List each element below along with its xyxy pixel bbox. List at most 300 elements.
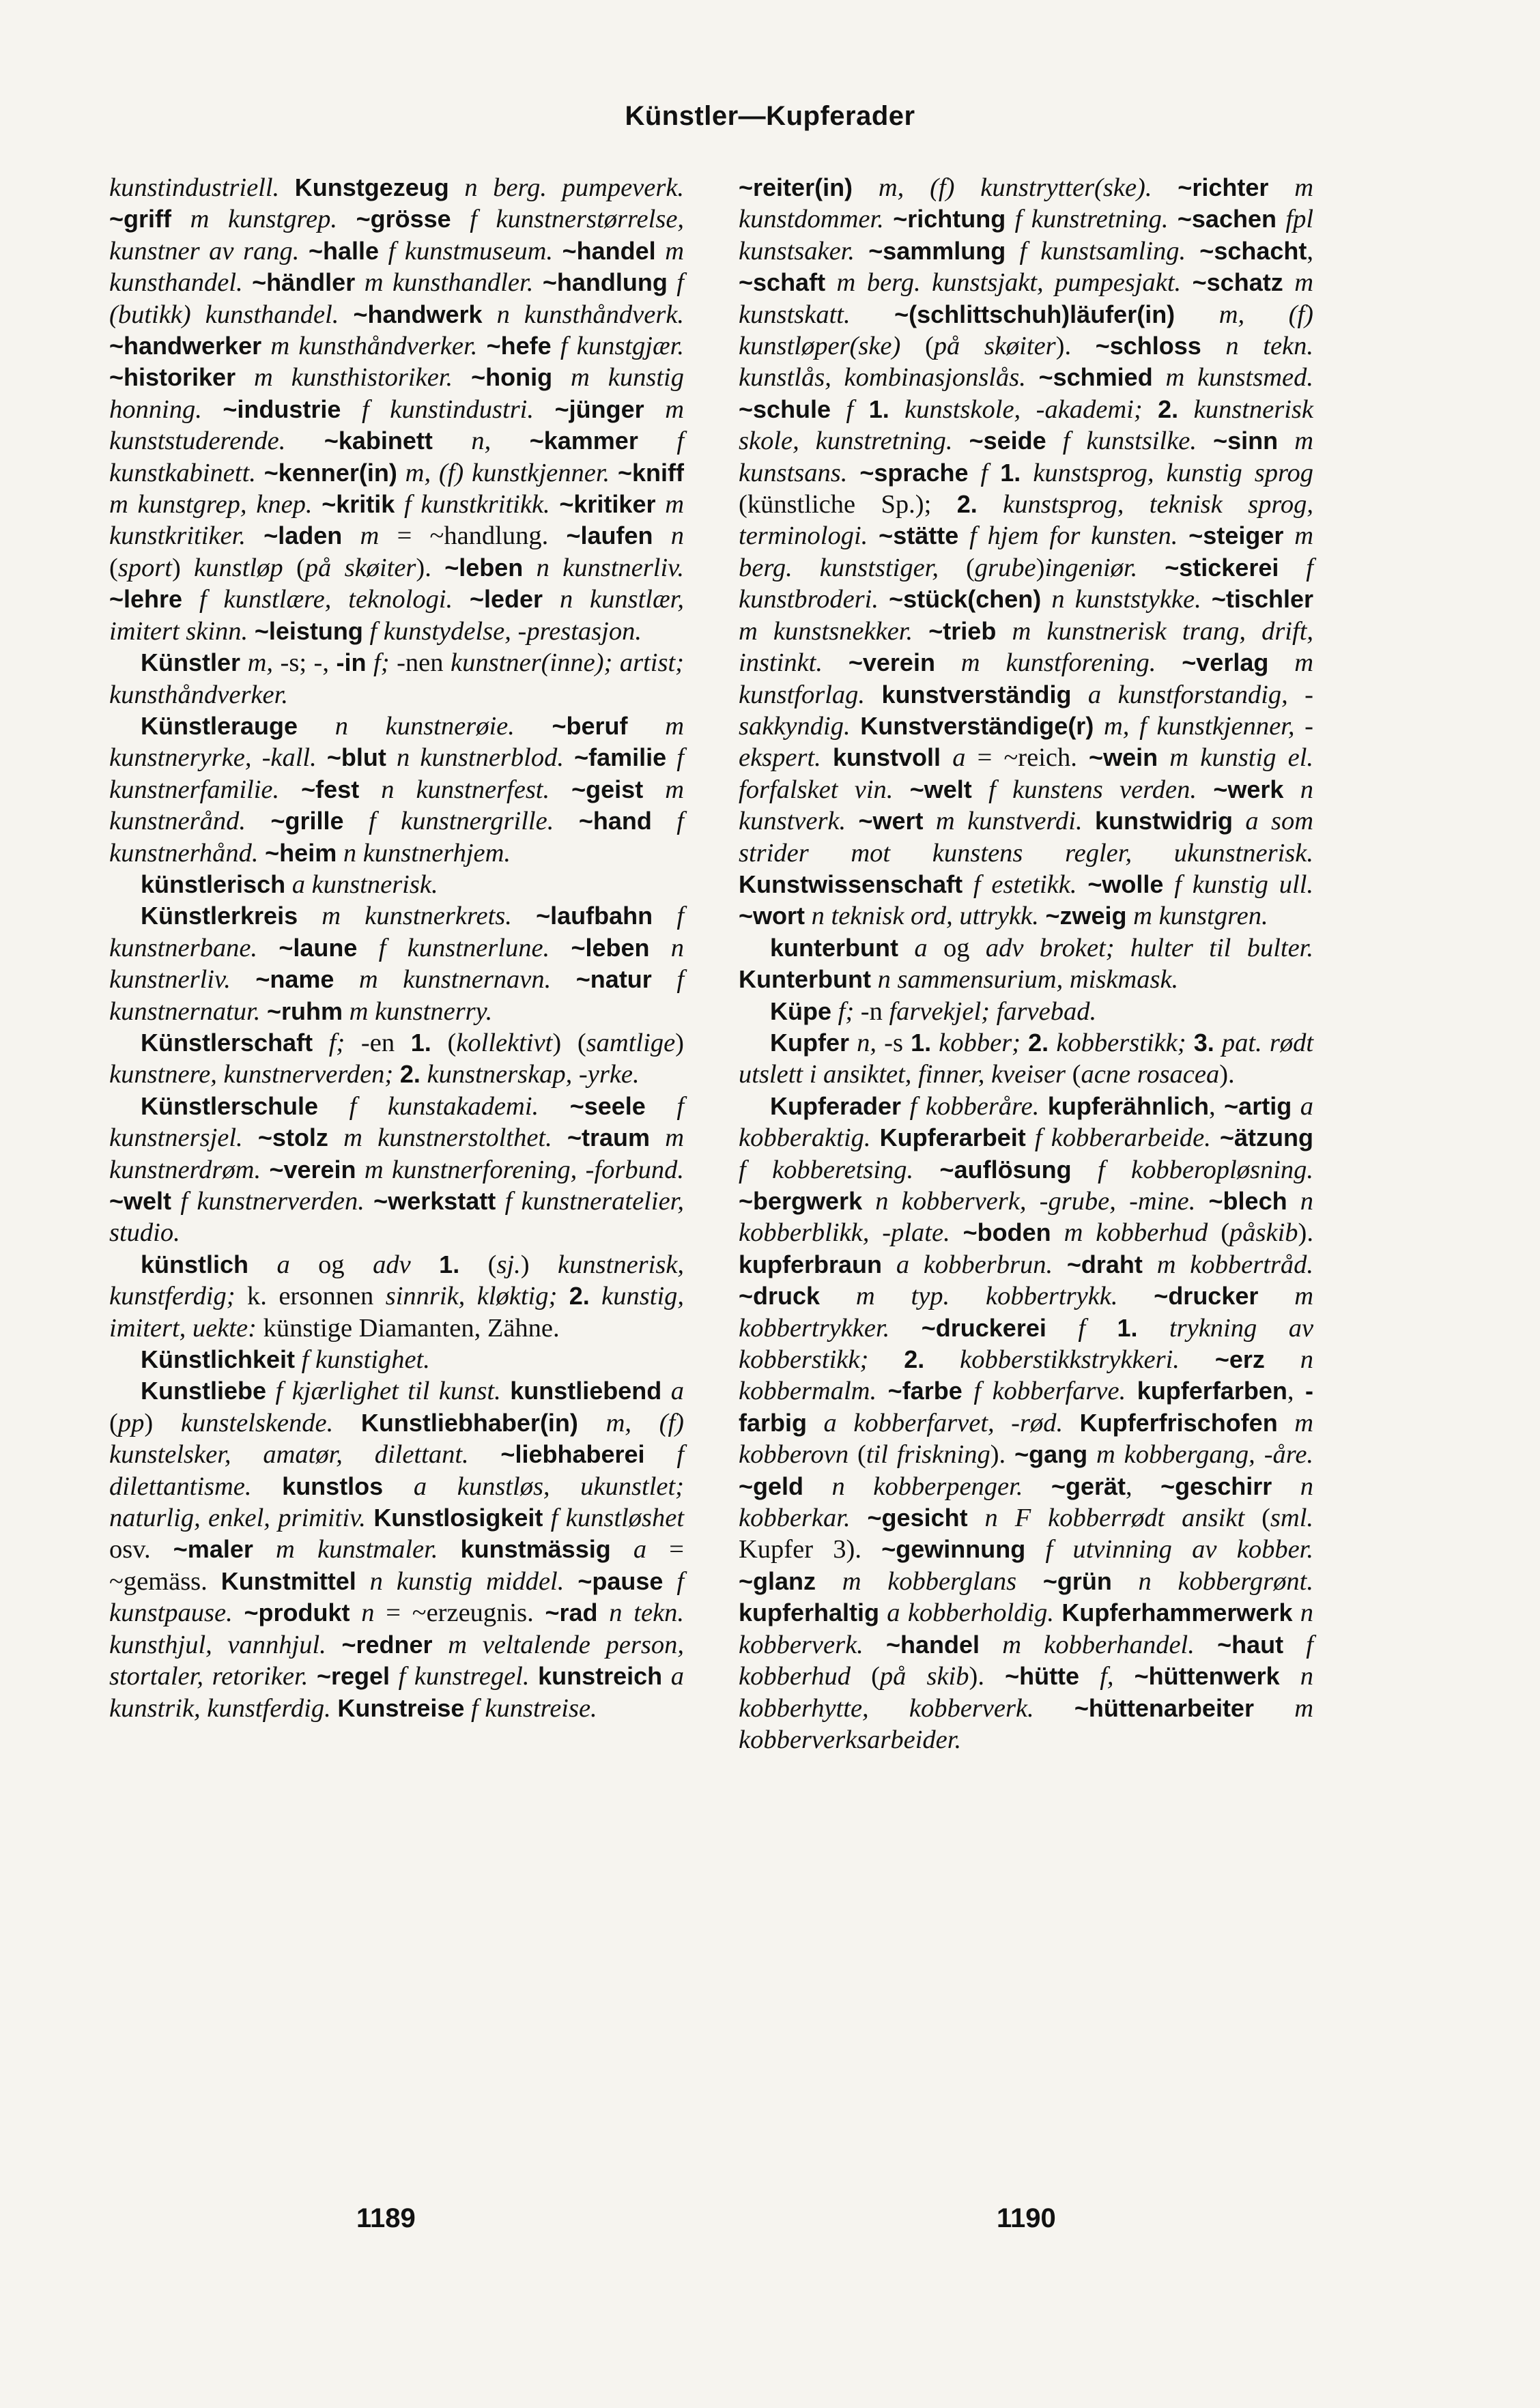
entry-text [1114, 1662, 1135, 1691]
entry-text: = ~reich. [965, 743, 1089, 773]
headword: ~sachen [1177, 205, 1277, 233]
translation: n kunststykke. [1051, 585, 1201, 614]
headword: Kunstlosigkeit [373, 1504, 543, 1532]
headword: ~draht [1066, 1250, 1143, 1278]
translation: pp [117, 1408, 145, 1437]
entry-text [552, 1123, 567, 1152]
entry-text [913, 617, 928, 646]
entry-text [935, 648, 961, 677]
entry-text: ( [109, 1408, 118, 1437]
translation: kunstnerisk skole, kunstretning. [739, 395, 1313, 456]
entry-text [962, 870, 973, 899]
entry-text: -en [345, 1028, 411, 1057]
entry-text: -s [876, 1028, 911, 1057]
headword: ~sinn [1213, 427, 1279, 455]
translation: på skøiter [304, 553, 416, 582]
entry-text: ( [109, 553, 118, 582]
headword: ~boden [962, 1218, 1051, 1247]
translation: f kunstnerbane. [109, 902, 685, 962]
headword: ~schaft [739, 268, 826, 297]
entry-text [1277, 205, 1285, 233]
headword: ~werk [1213, 775, 1284, 803]
entry-text [491, 427, 529, 455]
entry-text [464, 1694, 471, 1723]
entry-text [650, 1123, 665, 1152]
headword: ~druck [739, 1282, 821, 1310]
translation: m, f kunstkjenner, -ekspert. [739, 711, 1314, 773]
headword: Küpe [770, 997, 831, 1025]
entry-text: og [289, 1250, 373, 1279]
entry-text [350, 1599, 362, 1627]
translation: kunstnere, kunstnerverden; [109, 1060, 394, 1089]
entry-text [853, 173, 879, 202]
entry-text [390, 1662, 399, 1691]
headword: Künstler [141, 648, 241, 677]
entry-text [1143, 1250, 1157, 1279]
translation: n kunsthåndverk. [496, 300, 685, 329]
entry-text [246, 521, 263, 550]
entry-text [1152, 173, 1178, 202]
headword: ~grösse [356, 205, 451, 233]
translation: a [633, 1535, 647, 1564]
entry-text [831, 395, 846, 424]
headword: Kupferfrischofen [1079, 1408, 1278, 1437]
translation: a [952, 743, 966, 773]
dictionary-entry [739, 1091, 1313, 1756]
entry-text: ). [969, 1662, 1006, 1691]
entry-text [1087, 1440, 1096, 1469]
entry-text [550, 934, 571, 962]
translation: m kunstforlag. [739, 648, 1314, 709]
entry-text [1023, 934, 1039, 962]
entry-text [1283, 268, 1294, 297]
entry-text [334, 965, 359, 994]
entry-text [550, 775, 571, 804]
entry-text [1197, 775, 1213, 804]
headword: 2. [956, 490, 978, 519]
entry-text [807, 1409, 824, 1437]
entry-text [554, 807, 578, 835]
entry-text [308, 1662, 317, 1691]
entry-text [1268, 173, 1294, 202]
translation: m kunstsans. [739, 427, 1314, 487]
headword: ~kabinett [324, 427, 433, 455]
headword: ~leder [470, 585, 543, 614]
translation: m kobberovn [739, 1408, 1314, 1470]
entry-text [393, 1060, 400, 1089]
entry-text: ) [144, 1408, 181, 1437]
entry-text [823, 648, 849, 677]
headword: ~grille [270, 807, 344, 835]
entry-text [1214, 1029, 1222, 1057]
translation: a kunstforstandig, -sakkyndig. [739, 680, 1313, 741]
headword: ~trieb [928, 616, 997, 645]
dictionary-entry [109, 1027, 684, 1091]
headword: künstlich [141, 1250, 249, 1278]
headword: kunstvoll [832, 743, 941, 772]
translation: m kunstnerstolthet. [343, 1123, 552, 1153]
entry-text [821, 743, 833, 772]
entry-text [1175, 300, 1219, 329]
translation: m kunsthandel. [109, 236, 685, 298]
entry-text [1083, 807, 1095, 835]
entry-text [889, 395, 904, 424]
entry-text [285, 427, 324, 455]
translation: n kobberhytte, kobberverk. [739, 1662, 1314, 1723]
entry-text: Kupfer 3). [739, 1535, 882, 1564]
entry-text [1186, 1029, 1194, 1057]
entry-text [1195, 1631, 1217, 1659]
entry-text [298, 712, 335, 741]
entry-text [868, 521, 879, 550]
entry-text [279, 775, 301, 804]
translation: n tekn. kunstlås, kombinasjonslås. [739, 332, 1314, 392]
entry-text [646, 1092, 677, 1121]
entry-text [1233, 807, 1245, 835]
entry-text [855, 237, 868, 266]
entry-text [451, 205, 470, 233]
entry-text: ). [990, 1440, 1015, 1470]
entry-text: ). [1298, 1218, 1313, 1248]
translation: n kunstnerliv. [536, 553, 684, 582]
translation: m kobberglans [842, 1566, 1017, 1596]
translation: f [980, 458, 988, 487]
translation: m berg. kunststiger, [739, 521, 1314, 582]
entry-text: ) [520, 1250, 558, 1279]
headword: ~artig [1224, 1091, 1292, 1120]
entry-text [331, 1694, 338, 1723]
headword: Kupferhammerwerk [1061, 1599, 1293, 1627]
entry-text: ( [850, 1662, 880, 1691]
entry-text [950, 1218, 963, 1247]
translation: m kunstnerkrets. [322, 902, 512, 931]
entry-text [1026, 363, 1039, 392]
entry-text [590, 1282, 601, 1310]
entry-text [1016, 1567, 1043, 1596]
entry-text [328, 1123, 343, 1152]
entry-text: , [1307, 236, 1313, 266]
translation: f kobberetsing. [739, 1155, 914, 1184]
translation: m kunststuderende. [109, 395, 685, 456]
entry-text [849, 1029, 857, 1057]
headword: ~pause [578, 1566, 664, 1595]
entry-text: ) [172, 553, 195, 582]
translation: f kobberfarve. [973, 1377, 1126, 1406]
entry-text [236, 363, 254, 392]
entry-text [551, 965, 576, 994]
entry-text [298, 902, 322, 930]
translation: m kunstdommer. [739, 173, 1313, 234]
entry-text [876, 1377, 888, 1405]
headword: ~geist [571, 775, 644, 803]
headword: ~blut [326, 743, 386, 772]
entry-text [901, 1092, 910, 1121]
entry-text [1268, 648, 1294, 677]
entry-text: = ~gemäss. [109, 1535, 685, 1596]
translation: m kunstig honning. [109, 363, 685, 424]
entry-text [449, 173, 465, 202]
entry-text [805, 902, 812, 930]
entry-text [397, 459, 405, 487]
translation: f kunstens verden. [988, 775, 1197, 804]
entry-text [1143, 395, 1158, 424]
translation: berg. pumpeverk. [493, 173, 685, 202]
page-number-left: 1189 [356, 2203, 416, 2233]
entry-text [285, 870, 292, 899]
translation: f kunstnergrille. [368, 807, 554, 836]
translation: f (butikk) kunsthandel. [109, 268, 684, 329]
headword: Künstlerschaft [141, 1028, 313, 1057]
headword: ~stolz [257, 1123, 328, 1152]
entry-text [1117, 1282, 1154, 1310]
headword: ~handlung [542, 268, 668, 297]
translation: a kunstløs, ukunstlet; naturlig, enkel, primitiv. [109, 1472, 685, 1533]
headword: ~griff [109, 205, 172, 233]
headword: ~seele [569, 1091, 646, 1120]
translation: f kunstnerstørrelse, kunstner av rang. [109, 205, 685, 266]
headword: ~hüttenarbeiter [1074, 1693, 1254, 1722]
translation: f, [1100, 1662, 1114, 1691]
headword: Kupfer [770, 1028, 849, 1057]
entry-text [668, 268, 676, 297]
entry-text [395, 490, 404, 519]
entry-text: ( [459, 1250, 497, 1279]
translation: på skib [879, 1662, 969, 1691]
translation: m kunstmaler. [276, 1535, 438, 1564]
headword: ~produkt [244, 1599, 350, 1627]
dictionary-entry [109, 1091, 684, 1249]
headword: ~erz [1214, 1345, 1265, 1374]
entry-text [279, 173, 295, 202]
translation: f kunstakademi. [349, 1091, 539, 1121]
translation: m kunstnerforening, -forbund. [364, 1155, 685, 1184]
headword: kunstwidrig [1095, 807, 1234, 835]
translation: f kobberåre. [909, 1091, 1040, 1121]
entry-text [653, 521, 671, 550]
dictionary-entry [109, 869, 684, 900]
headword: 1. [1000, 458, 1021, 487]
entry-text [884, 205, 893, 233]
translation: sport [117, 553, 172, 582]
translation: kobberstikk; [1056, 1028, 1186, 1057]
headword: kupferähnlich [1047, 1091, 1209, 1120]
entry-text [1046, 427, 1063, 455]
headword: ~halle [309, 236, 380, 265]
entry-text [253, 1535, 276, 1564]
entry-text [1254, 1694, 1294, 1723]
translation: sinnrik, kløktig; [385, 1282, 558, 1311]
entry-text [893, 775, 909, 804]
translation: a kobberfarvet, -rød. [823, 1408, 1064, 1437]
entry-text [862, 1187, 875, 1216]
headword: ~welt [109, 1187, 172, 1215]
entry-text [539, 1092, 570, 1121]
translation: f kunstpause. [109, 1566, 685, 1628]
entry-text [1197, 427, 1213, 455]
entry-text: -n [854, 997, 889, 1026]
headword: ~leben [444, 553, 524, 582]
translation: f kobberarbeide. [1034, 1123, 1211, 1153]
headword: ~handwerk [353, 300, 483, 328]
headword: ~gewinnung [881, 1535, 1026, 1564]
headword: ~laufbahn [536, 902, 653, 930]
translation: grube [974, 553, 1036, 582]
headword: ~werkstatt [373, 1187, 496, 1215]
entry-text [248, 1250, 276, 1279]
headword: ~leben [571, 933, 650, 962]
headword: kunstreich [538, 1662, 663, 1691]
headword: ~kniff [618, 458, 685, 487]
entry-text: og [927, 933, 986, 962]
translation: kunstsprog, teknisk sprog, terminologi. [739, 490, 1313, 551]
translation: m kunstverdi. [935, 807, 1083, 836]
entry-text [871, 965, 878, 994]
entry-text [663, 1567, 676, 1596]
translation: m kunstsmed. [1165, 363, 1313, 392]
translation: broket; hulter til bulter. [1039, 933, 1314, 962]
translation: n sammensurium, miskmask. [877, 965, 1179, 994]
entry-text: , [1287, 1377, 1306, 1406]
entry-text [978, 490, 1003, 519]
running-header: Künstler—Kupferader [625, 101, 915, 131]
entry-text [1039, 1092, 1048, 1121]
entry-text [243, 1123, 258, 1152]
entry-text [1051, 1218, 1064, 1247]
translation: kunstner(inne); artist; kunsthåndverker. [109, 648, 684, 709]
translation: f kunstmuseum. [388, 236, 553, 266]
entry-text [865, 680, 881, 709]
entry-text [543, 585, 560, 614]
translation: m typ. kobbertrykk. [855, 1282, 1118, 1311]
dictionary-entry [739, 996, 1313, 1027]
entry-text [171, 205, 190, 233]
entry-text [831, 997, 838, 1026]
headword: ~ruhm [267, 997, 343, 1025]
entry-text: -nen [389, 648, 451, 678]
entry-text [313, 490, 322, 519]
entry-text [825, 268, 836, 297]
headword: ~hüttenwerk [1134, 1662, 1280, 1691]
headword: ~honig [471, 363, 553, 392]
translation: m kunstkritiker. [109, 490, 684, 551]
headword: ~schloss [1095, 332, 1201, 360]
entry-text [1279, 554, 1306, 582]
translation: m kunstforening. [960, 648, 1156, 678]
headword: ~verlag [1182, 648, 1269, 677]
entry-text [478, 173, 494, 202]
dictionary-entry [109, 1249, 684, 1344]
entry-text [333, 1409, 361, 1437]
headword: ~laden [263, 521, 343, 550]
translation: n kobberverk, -grube, -mine. [875, 1187, 1196, 1216]
entry-text [261, 1156, 269, 1184]
translation: m [360, 521, 380, 551]
translation: m kobbertråd. [1156, 1250, 1313, 1279]
translation: m, (f) kunstløper(ske) [739, 300, 1313, 361]
translation: f; [373, 648, 390, 678]
translation: m kunstnerdrøm. [109, 1123, 685, 1184]
headword: kunstliebend [510, 1377, 662, 1405]
translation: m, (f) kunstelsker, amatør, dilettant. [109, 1408, 684, 1470]
translation: n teknisk ord, uttrykk. [811, 902, 1039, 931]
translation: n kobberblikk, -plate. [739, 1187, 1314, 1248]
entry-text: ). [416, 553, 445, 582]
headword: ~schacht [1199, 236, 1307, 265]
translation: n kobberkar. [739, 1472, 1313, 1533]
entry-text [523, 554, 536, 582]
headword: ~hand [578, 807, 652, 835]
entry-text [643, 775, 665, 804]
translation: n kunstlær, imitert skinn. [109, 585, 685, 646]
entry-text [246, 807, 270, 835]
entry-text [924, 1345, 960, 1374]
entry-text [365, 1187, 373, 1216]
translation: f kunstkritikk. [404, 490, 550, 519]
headword: ~farbe [887, 1377, 962, 1405]
entry-text [501, 1377, 510, 1405]
translation: f kunstsamling. [1019, 236, 1186, 266]
entry-text [1258, 1282, 1294, 1310]
headword: ~drucker [1154, 1282, 1259, 1310]
translation: m kobbergang, -åre. [1096, 1440, 1314, 1470]
headword: ~verein [269, 1155, 356, 1184]
entry-text: ( [1244, 1504, 1270, 1533]
entry-text [344, 807, 369, 835]
headword: ~hefe [486, 332, 552, 360]
entry-text [530, 1662, 539, 1691]
translation: f kunstnerlune. [378, 933, 550, 962]
entry-text [879, 1599, 887, 1627]
translation: til friskning [866, 1440, 990, 1470]
translation: a kobberholdig. [887, 1599, 1055, 1628]
translation: f estetikk. [973, 870, 1077, 899]
translation: m kunstnerånd. [109, 775, 684, 836]
entry-text [1072, 1156, 1098, 1184]
entry-text [969, 459, 981, 487]
translation: f kunstig ull. [1174, 870, 1314, 899]
headword: ~druckerei [921, 1313, 1046, 1342]
entry-text: künstige Diamanten, Zähne. [256, 1313, 560, 1343]
headword: ~schatz [1192, 268, 1283, 297]
entry-text [515, 712, 552, 741]
entry-text [231, 965, 256, 994]
entry-text [295, 1345, 302, 1374]
translation: adv [985, 933, 1024, 962]
headword: ~laufen [566, 521, 653, 550]
headword: ~name [255, 965, 334, 994]
headword: ~sammlung [868, 236, 1006, 265]
entry-text [512, 902, 536, 930]
entry-text [433, 1631, 448, 1659]
headword: Kunstliebhaber(in) [360, 1408, 578, 1437]
entry-text [1025, 1535, 1045, 1564]
entry-text [1158, 743, 1169, 772]
translation: f kunstlære, teknologi. [199, 585, 453, 614]
headword: Kunstwissenschaft [739, 870, 963, 898]
entry-text: = ~erzeugnis. [374, 1599, 545, 1628]
entry-text [1138, 1314, 1169, 1343]
headword: Kunstreise [337, 1693, 465, 1722]
headword: künstlerisch [141, 870, 286, 898]
translation: n [361, 1599, 375, 1628]
translation: f kunstnersjel. [109, 1091, 685, 1153]
translation: kobberstikkstrykkeri. [960, 1345, 1180, 1375]
headword: Künstlichkeit [141, 1345, 296, 1374]
headword: ~kritik [322, 490, 395, 519]
headword: ~regel [316, 1662, 390, 1691]
translation: m kunsthandler. [364, 268, 534, 298]
headword: ~grün [1042, 1566, 1112, 1595]
